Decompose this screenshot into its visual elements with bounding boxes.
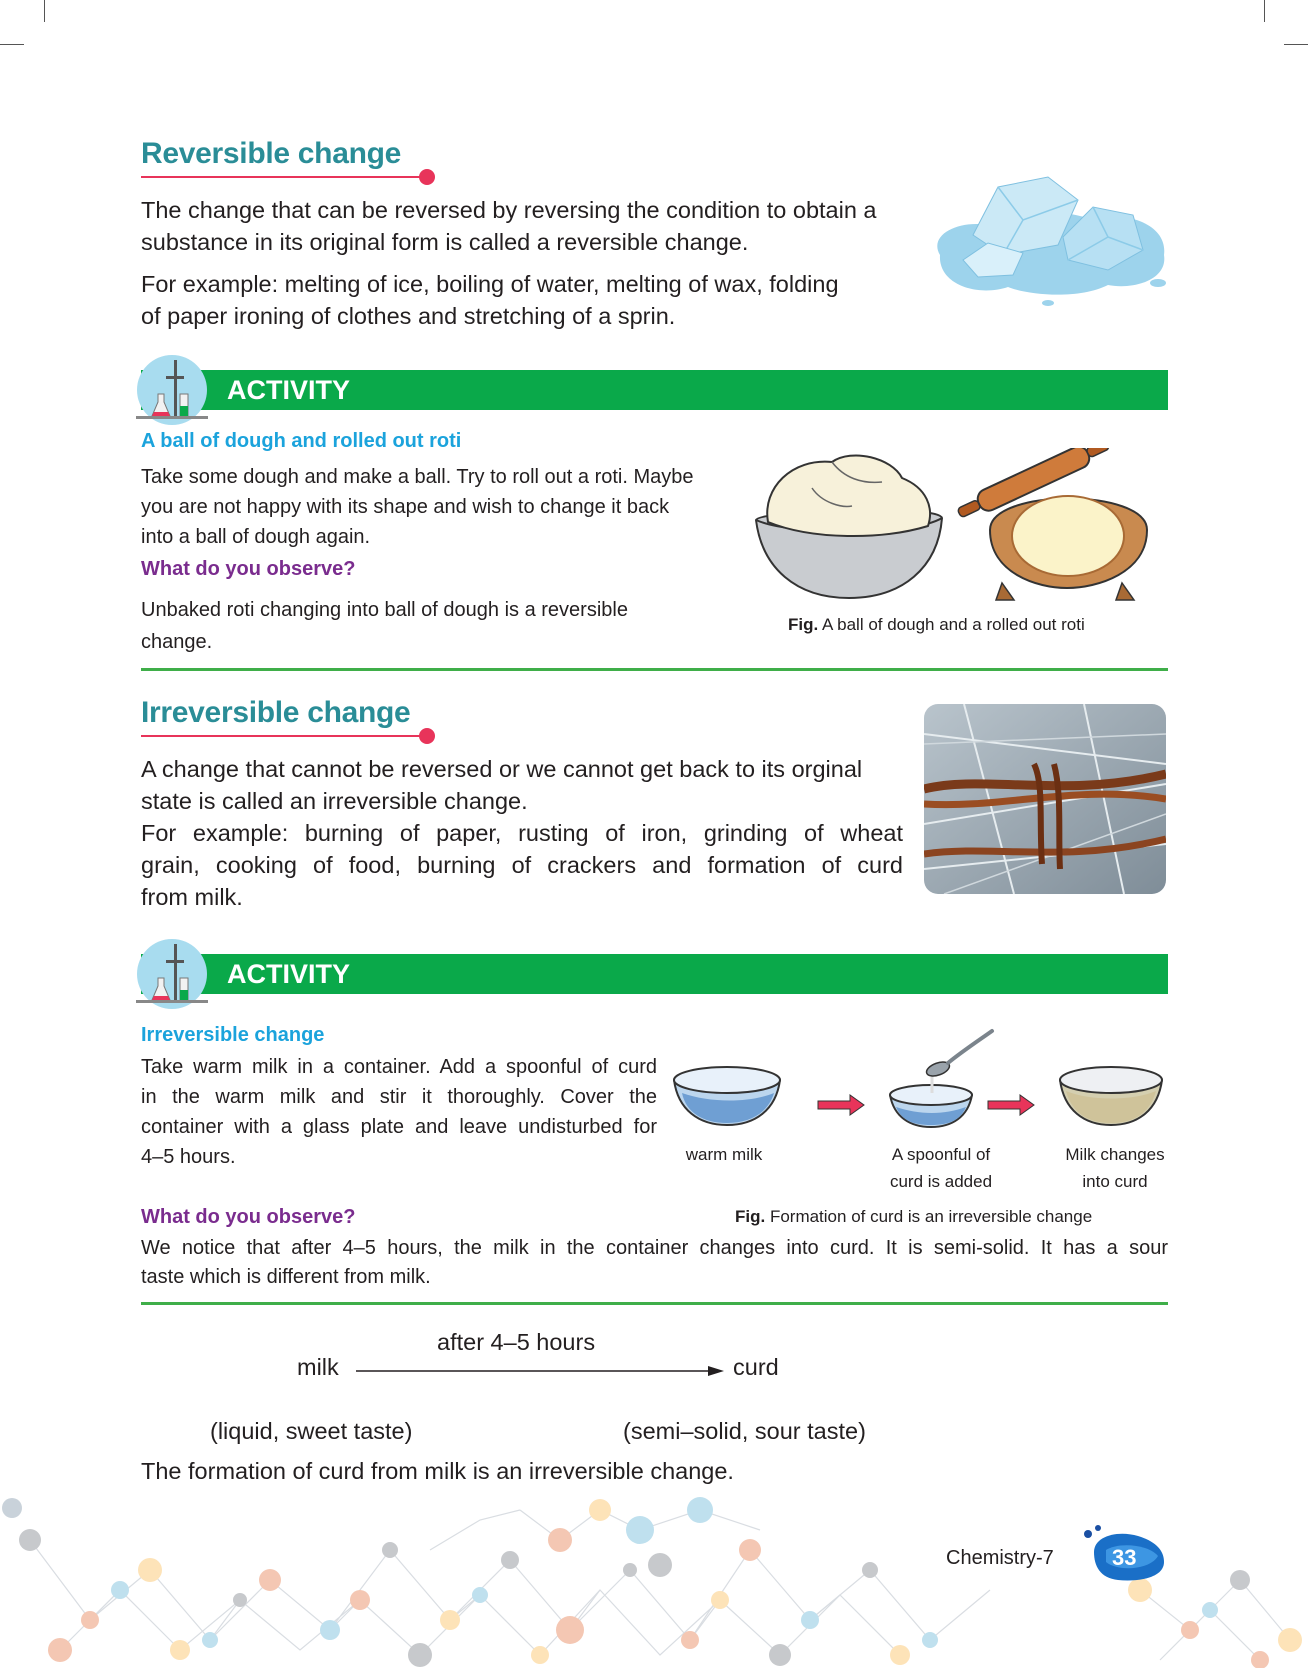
curd-figure-caption: Fig. Formation of curd is an irreversible change (735, 1207, 1093, 1226)
reversible-change-title: Reversible change (141, 137, 402, 170)
crop-mark (1284, 44, 1308, 45)
activity-label: ACTIVITY (227, 959, 351, 989)
crop-mark (0, 44, 24, 45)
footer-book-title: Chemistry-7 (946, 1547, 1054, 1569)
equation-left: milk (297, 1354, 339, 1380)
crop-mark (44, 0, 45, 22)
activity1-question: What do you observe? (141, 558, 356, 580)
irreversible-change-title: Irreversible change (141, 696, 411, 729)
activity1-subtitle: A ball of dough and rolled out roti (141, 430, 462, 452)
curd-added-label: A spoonful of curd is added (889, 1145, 993, 1191)
equation-left-description: (liquid, sweet taste) (210, 1418, 413, 1444)
reversible-examples: For example: melting of ice, boiling of water, melting of wax, folding of paper ironing of clothes and stretching of a sprin. (141, 271, 839, 329)
title-underline-dot (419, 169, 435, 185)
activity2-question: What do you observe? (141, 1206, 356, 1228)
equation-right-description: (semi–solid, sour taste) (623, 1418, 866, 1444)
equation-right: curd (733, 1354, 779, 1380)
section-divider (141, 1302, 1168, 1305)
crop-mark (1264, 0, 1265, 22)
warm-milk-label: warm milk (685, 1145, 763, 1164)
section-divider (141, 668, 1168, 671)
activity1-text: Take some dough and make a ball. Try to roll out a roti. Maybe you are not happy with its shape and wish to change it back into a ball of dough again. (141, 466, 694, 548)
reversible-definition: The change that can be reversed by reversing the condition to obtain a substance in its original form is called a reversible change. (141, 197, 877, 255)
curd-bowl (1060, 1067, 1162, 1125)
irreversible-definition: A change that cannot be reversed or we cannot get back to its orginal state is called an irreversible change. (141, 756, 863, 814)
curd-formation-illustration (670, 1025, 1170, 1135)
activity-label: ACTIVITY (227, 375, 351, 405)
title-underline (141, 735, 426, 737)
lab-flask-icon (136, 354, 208, 426)
page-number: 33 (1112, 1545, 1137, 1570)
lab-flask-icon (136, 938, 208, 1010)
reaction-arrow (356, 1364, 726, 1378)
warm-milk-bowl (674, 1067, 780, 1125)
rusted-barbed-wire-photo (924, 704, 1166, 894)
title-underline-dot (419, 728, 435, 744)
equation-arrow-label: after 4–5 hours (437, 1329, 596, 1355)
melting-ice-illustration (928, 165, 1170, 310)
activity1-answer: Unbaked roti changing into ball of dough is a reversible change. (141, 599, 628, 653)
dough-and-roti-illustration (752, 448, 1162, 603)
activity2-text: Take warm milk in a container. Add a spoonful of curd in the warm milk and stir it thoroughly. Cover the container with a glass plate and leave undisturbed for 4–5 hours. (141, 1056, 657, 1168)
activity2-answer: We notice that after 4–5 hours, the milk in the container changes into curd. It is semi-solid. It has a sour taste which is different from milk. (141, 1237, 1168, 1288)
title-underline (141, 176, 426, 178)
activity2-subtitle: Irreversible change (141, 1024, 325, 1046)
dough-figure-caption: Fig. A ball of dough and a rolled out roti (788, 615, 1085, 634)
curd-added-bowl (890, 1031, 992, 1127)
conclusion: The formation of curd from milk is an irreversible change. (141, 1458, 734, 1484)
milk-changes-label: Milk changes into curd (1065, 1145, 1165, 1191)
irreversible-examples: For example: burning of paper, rusting of iron, grinding of wheat grain, cooking of food, burning of crackers and formation of curd from milk. (141, 820, 903, 910)
